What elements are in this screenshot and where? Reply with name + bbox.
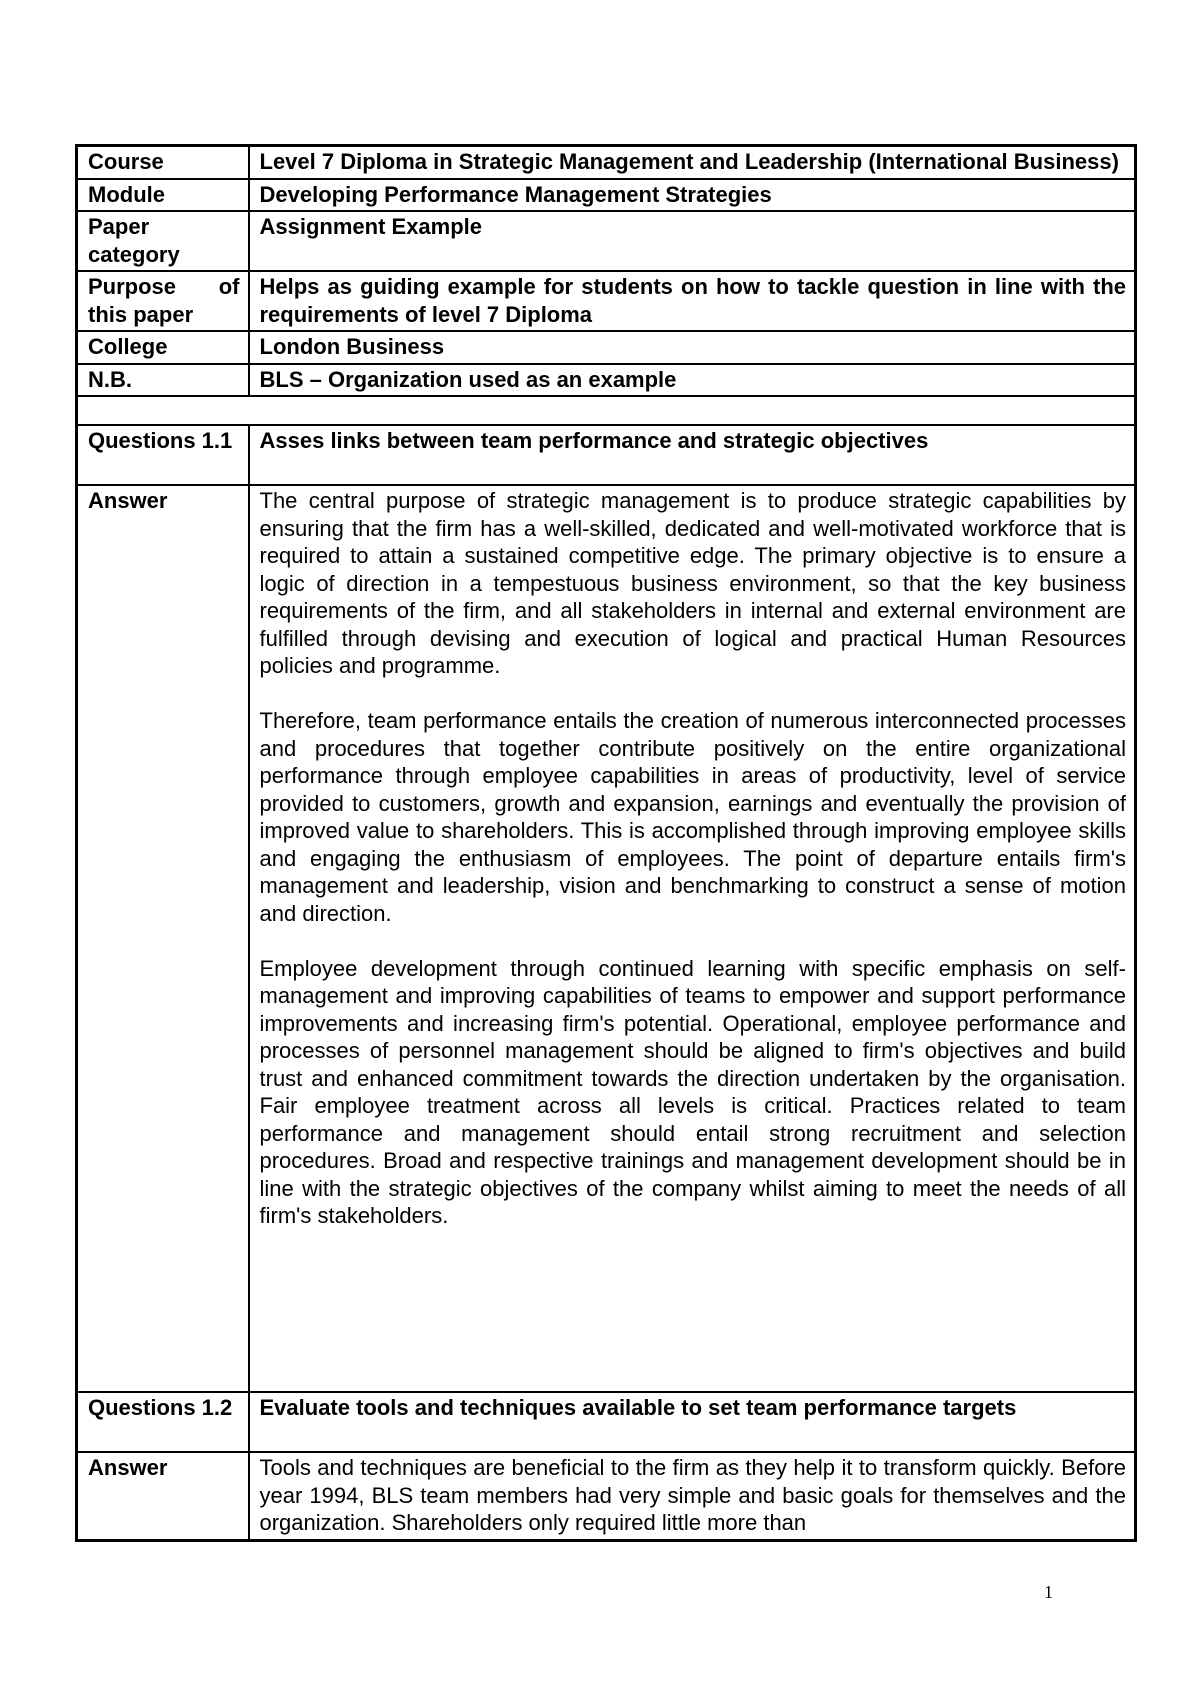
answer-1-body bbox=[249, 485, 1136, 1392]
question-2-text: Evaluate tools and techniques available to set team performance targets bbox=[249, 1392, 1136, 1452]
answer-1-label: Answer bbox=[77, 485, 249, 1392]
spacer-row bbox=[77, 396, 1136, 425]
purpose-value: Helps as guiding example for students on how to tackle question in line with the requirements of level 7 Diploma bbox=[249, 271, 1136, 331]
answer-2-row bbox=[77, 1452, 1136, 1540]
college-label: College bbox=[77, 331, 249, 364]
question-2-row bbox=[77, 1392, 1136, 1452]
question-1-text: Asses links between team performance and strategic objectives bbox=[249, 425, 1136, 485]
college-row bbox=[77, 331, 1136, 364]
purpose-label: Purpose of this paper bbox=[77, 271, 249, 331]
college-value: London Business bbox=[249, 331, 1136, 364]
paper-category-row bbox=[77, 211, 1136, 271]
module-value: Developing Performance Management Strategies bbox=[249, 179, 1136, 212]
answer-1-row bbox=[77, 485, 1136, 1392]
nb-value: BLS – Organization used as an example bbox=[249, 364, 1136, 397]
nb-label: N.B. bbox=[77, 364, 249, 397]
answer-1-paragraph: Therefore, team performance entails the creation of numerous interconnected processes and procedures that together contribute positively on the entire organizational performance through employee capabilities in areas of productivity, level of service provided to customers, growth and expansion, earnings and eventually the provision of improved value to shareholders. This is accomplished through improving employee skills and engaging the enthusiasm of employees. The point of departure entails firm's management and leadership, vision and benchmarking to construct a sense of motion and direction. bbox=[259, 708, 1126, 926]
paper-category-label: Paper category bbox=[77, 211, 249, 271]
paper-category-value: Assignment Example bbox=[249, 211, 1136, 271]
course-row bbox=[77, 146, 1136, 179]
assignment-table bbox=[75, 144, 1137, 1542]
answer-2-body bbox=[249, 1452, 1136, 1540]
answer-1-paragraph: Employee development through continued learning with specific emphasis on self-management and improving capabilities of teams to empower and support performance improvements and increasing firm's potential. Operational, employee performance and processes of personnel management should be aligned to firm's objectives and build trust and enhanced commitment towards the direction undertaken by the organisation. Fair employee treatment across all levels is critical. Practices related to team performance and management should entail strong recruitment and selection procedures. Broad and respective trainings and management development should be in line with the strategic objectives of the company whilst aiming to meet the needs of all firm's stakeholders. bbox=[259, 955, 1126, 1228]
answer-1-paragraph: The central purpose of strategic management is to produce strategic capabilities by ensuring that the firm has a well-skilled, dedicated and well-motivated workforce that is required to attain a sustained competitive edge. The primary objective is to ensure a logic of direction in a tempestuous business environment, so that the key business requirements of the firm, and all stakeholders in internal and external environment are fulfilled through devising and execution of logical and practical Human Resources policies and programme. bbox=[259, 488, 1126, 678]
module-row bbox=[77, 179, 1136, 212]
answer-2-label: Answer bbox=[77, 1452, 249, 1540]
nb-row bbox=[77, 364, 1136, 397]
purpose-row bbox=[77, 271, 1136, 331]
course-value: Level 7 Diploma in Strategic Management and Leadership (International Business) bbox=[249, 146, 1136, 179]
question-2-label: Questions 1.2 bbox=[77, 1392, 249, 1452]
module-label: Module bbox=[77, 179, 249, 212]
course-label: Course bbox=[77, 146, 249, 179]
question-1-label: Questions 1.1 bbox=[77, 425, 249, 485]
question-1-row bbox=[77, 425, 1136, 485]
spacer-cell bbox=[77, 396, 1136, 425]
answer-2-paragraph: Tools and techniques are beneficial to the firm as they help it to transform quickly. Before year 1994, BLS team members had very simple and basic goals for themselves and the organization. Shareholders only required little more than bbox=[259, 1455, 1126, 1535]
page-number: 1 bbox=[1044, 1582, 1053, 1602]
